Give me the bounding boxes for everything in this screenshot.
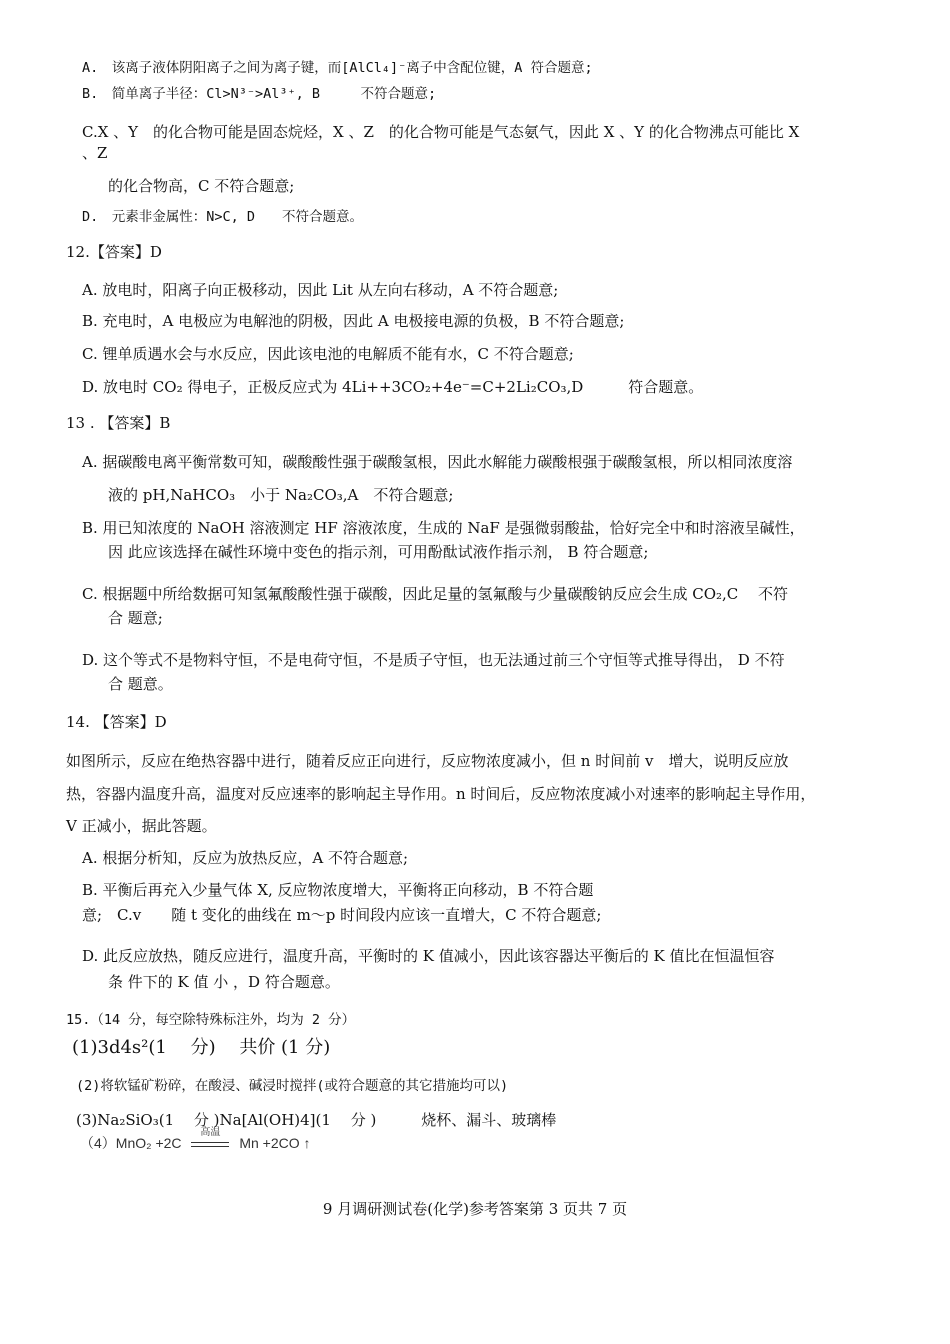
q11-option-c-line3: 的化合物高，C 不符合题意; (108, 177, 295, 195)
q12-option-d: D. 放电时 CO₂ 得电子，正极反应式为 4Li++3CO₂+4e⁻=C+2Li₂CO₃,D 符合题意。 (82, 378, 704, 396)
q11-option-c-line2: 、Z (82, 144, 108, 162)
q14-analysis-line3: V 正减小，据此答题。 (66, 817, 217, 835)
q12-answer-heading: 12.【答案】D (66, 243, 162, 261)
q11-option-b: B. 简单离子半径：Cl>N³⁻>Al³⁺, B 不符合题意; (82, 86, 437, 102)
q15-part1: (1)3d4s²(1 分) 共价 (1 分) (72, 1037, 331, 1058)
q13-option-b-line1: B. 用已知浓度的 NaOH 溶液测定 HF 溶液浓度，生成的 NaF 是强微弱酸盐，恰好完全中和时溶液呈碱性， (82, 519, 805, 537)
q11-option-a: A. 该离子液体阴阳离子之间为离子键，而[AlCl₄]⁻离子中含配位键，A 符合题意; (82, 60, 593, 76)
q14-option-b-line1: B. 平衡后再充入少量气体 X, 反应物浓度增大，平衡将正向移动，B 不符合题 (82, 881, 594, 899)
q15-part3: (3)Na₂SiO₃(1 分 )Na[Al(OH)4](1 分 ) 烧杯、漏斗、玻璃棒 (76, 1111, 557, 1129)
q13-option-c-line2: 合 题意; (108, 609, 163, 627)
reaction-condition-label: 高温 (200, 1127, 221, 1138)
q11-option-c-line1: C.X 、Y 的化合物可能是固态烷烃，X 、Z 的化合物可能是气态氨气，因此 X 、Y 的化合物沸点可能比 X (82, 123, 800, 141)
q13-option-a-line1: A. 据碳酸电离平衡常数可知，碳酸酸性强于碳酸氢根，因此水解能力碳酸根强于碳酸氢根，所以相同浓度溶 (82, 453, 793, 471)
q15-part4-equation (80, 1127, 311, 1160)
q14-option-a: A. 根据分析知，反应为放热反应，A 不符合题意; (82, 849, 409, 867)
q12-option-c: C. 锂单质遇水会与水反应，因此该电池的电解质不能有水，C 不符合题意; (82, 345, 574, 363)
q15-heading: 15.（14 分，每空除特殊标注外，均为 2 分） (66, 1012, 356, 1028)
equals-bar-bottom (191, 1146, 229, 1147)
q13-answer-heading: 13 . 【答案】B (66, 414, 171, 432)
q13-option-b-line2: 因 此应该选择在碱性环境中变色的指示剂，可用酚酞试液作指示剂， B 符合题意; (108, 543, 649, 561)
q14-option-b-line2: 意; C.v 随 t 变化的曲线在 m～p 时间段内应该一直增大，C 不符合题意; (82, 906, 602, 924)
q14-analysis-line2: 热，容器内温度升高，温度对反应速率的影响起主导作用。n 时间后，反应物浓度减小对速率的影响起主导作用， (66, 785, 816, 803)
q12-option-b: B. 充电时，A 电极应为电解池的阴极，因此 A 电极接电源的负极，B 不符合题意; (82, 312, 625, 330)
q11-option-d: D. 元素非金属性：N>C, D 不符合题意。 (82, 209, 364, 225)
equation-products: Mn +2CO ↑ (239, 1135, 311, 1151)
q14-option-d-line1: D. 此反应放热，随反应进行，温度升高，平衡时的 K 值减小，因此该容器达平衡后的 K 值比在恒温恒容 (82, 947, 775, 965)
q15-part2: (2)将软锰矿粉碎，在酸浸、碱浸时搅拌(或符合题意的其它措施均可以) (76, 1078, 509, 1094)
q14-analysis-line1: 如图所示，反应在绝热容器中进行，随着反应正向进行，反应物浓度减小，但 n 时间前 v 增大，说明反应放 (66, 752, 789, 770)
equals-bar-top (191, 1142, 229, 1143)
q13-option-a-line2: 液的 pH,NaHCO₃ 小于 Na₂CO₃,A 不符合题意; (108, 486, 454, 504)
q13-option-d-line2: 合 题意。 (108, 675, 173, 693)
reaction-condition (191, 1127, 229, 1154)
equation-reactants: （4）MnO₂ +2C (80, 1135, 182, 1151)
q14-option-d-line2: 条 件下的 K 值 小 ，D 符合题意。 (108, 973, 340, 991)
q12-option-a: A. 放电时，阳离子向正极移动，因此 Lit 从左向右移动，A 不符合题意; (82, 281, 559, 299)
q13-option-c-line1: C. 根据题中所给数据可知氢氟酸酸性强于碳酸，因此足量的氢氟酸与少量碳酸钠反应会生成 CO₂,C 不符 (82, 585, 789, 603)
q14-answer-heading: 14. 【答案】D (66, 713, 167, 731)
q13-option-d-line1: D. 这个等式不是物料守恒，不是电荷守恒，不是质子守恒，也无法通过前三个守恒等式推导得出， D 不符 (82, 651, 785, 669)
page-footer: 9 月调研测试卷(化学)参考答案第 3 页共 7 页 (322, 1200, 628, 1218)
